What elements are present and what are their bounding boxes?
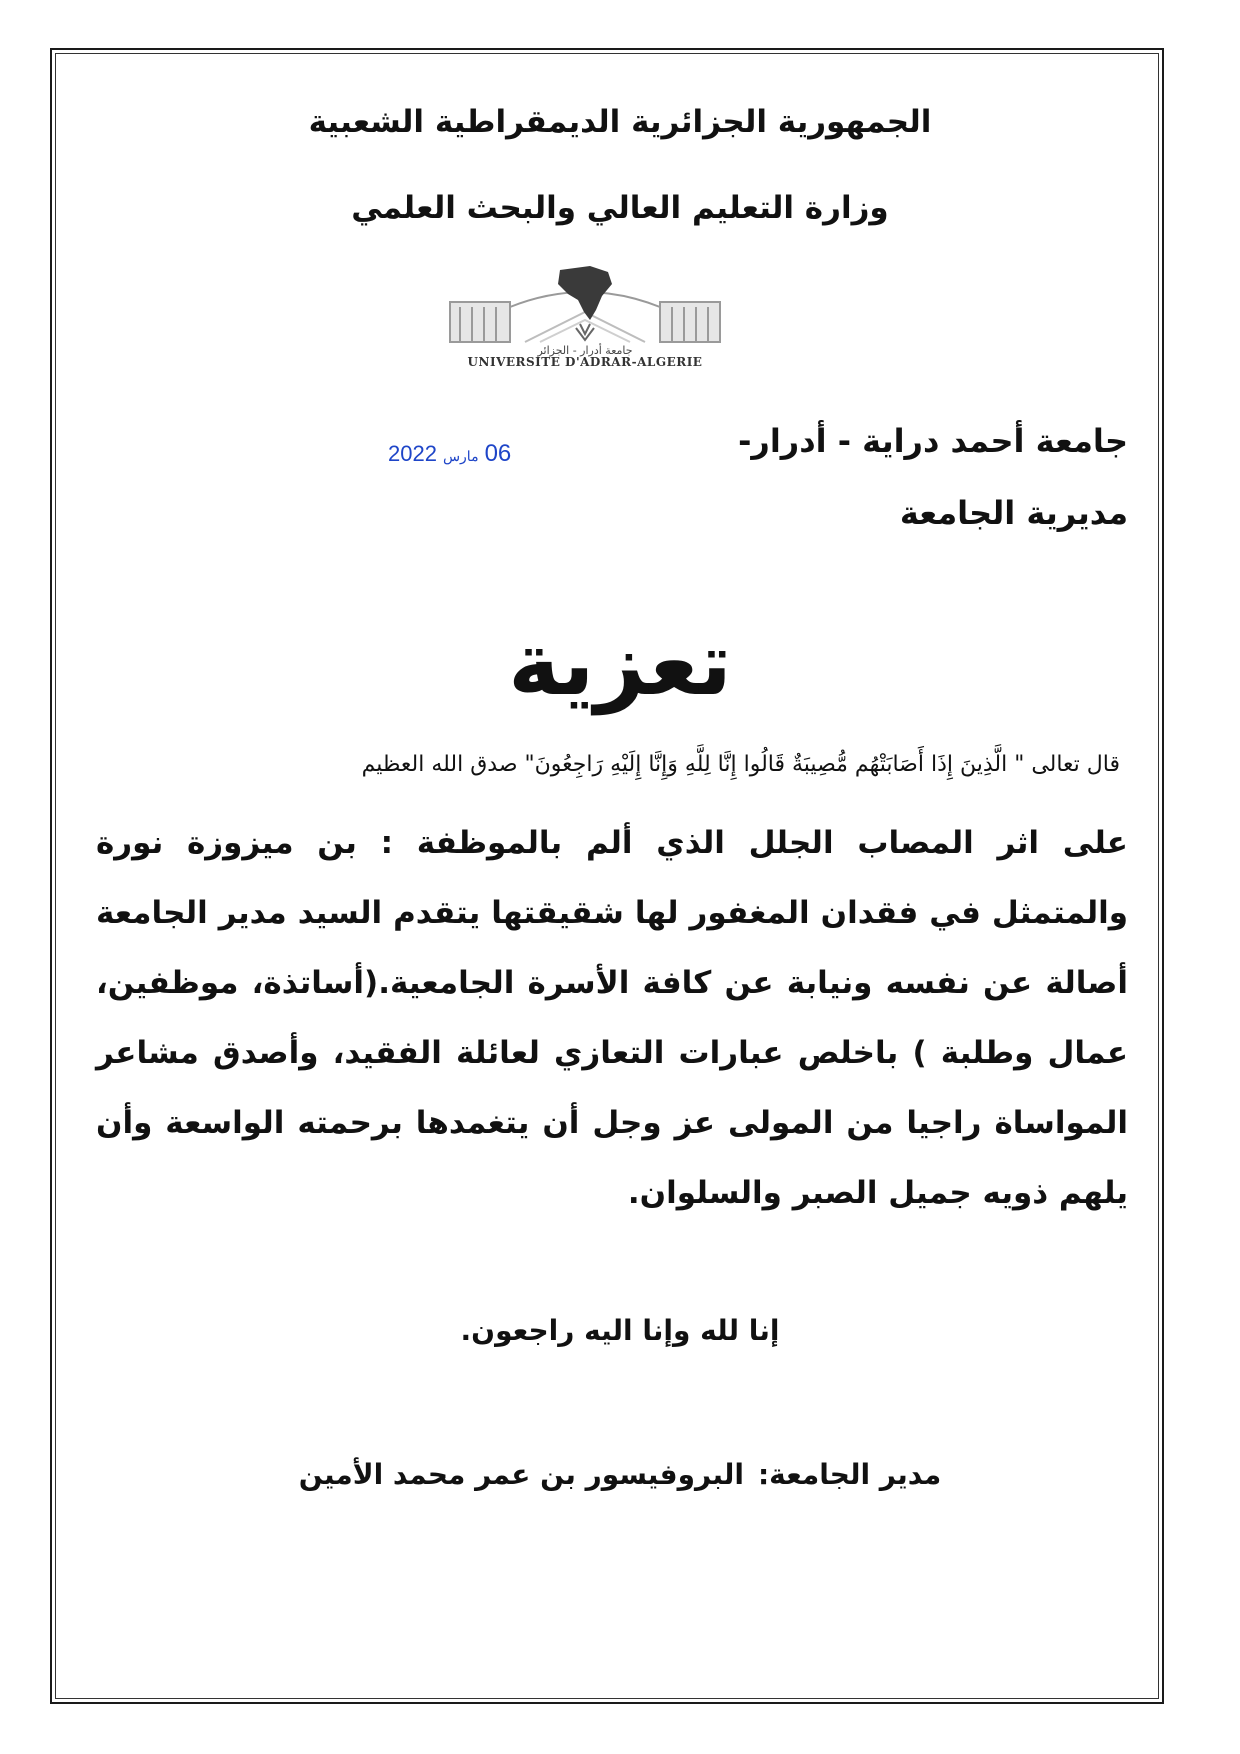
logo-caption-french: UNIVERSITE D'ADRAR-ALGERIE	[467, 355, 703, 369]
stamp-day: 06	[484, 440, 512, 467]
ministry-header: وزارة التعليم العالي والبحث العلمي	[351, 190, 889, 226]
signature-line	[0, 1458, 1240, 1491]
logo-caption-arabic: جامعة أدرار - الجزائر	[537, 344, 633, 357]
sender-department: مديرية الجامعة	[899, 494, 1128, 532]
condolence-body: على اثر المصاب الجلل الذي ألم بالموظفة : بن ميزوزة نورة والمتمثل في فقدان المغفور لها شقيقتها يتقدم السيد مدير الجامعة أصالة عن نفسه ونيابة عن كافة الأسرة الجامعية.(أساتذة، موظفين، عمال وطلبة ) باخلص عبارات التعازي لعائلة الفقيد، وأصدق مشاعر المواساة راجيا من المولى عز وجل أن يتغمدها برحمته الواسعة وأن يلهم ذويه جميل الصبر والسلوان.	[96, 825, 1128, 1211]
closing-phrase: إنا لله وإنا اليه راجعون.	[460, 1314, 780, 1347]
sender-university: جامعة أحمد دراية - أدرار-	[738, 422, 1128, 460]
republic-header: الجمهورية الجزائرية الديمقراطية الشعبية	[308, 104, 932, 140]
stamp-month: مارس	[442, 448, 479, 464]
date-stamp	[388, 440, 511, 468]
signature-name: البروفيسور بن عمر محمد الأمين	[298, 1458, 744, 1491]
signature-role: مدير الجامعة:	[757, 1458, 942, 1491]
document-title: تعزية	[508, 612, 732, 715]
stamp-year: 2022	[388, 441, 437, 466]
quran-verse: قال تعالى " الَّذِينَ إِذَا أَصَابَتْهُم مُّصِيبَةٌ قَالُوا إِنَّا لِلَّهِ وَإِنَّا إِلَيْهِ رَاجِعُونَ" صدق الله العظيم	[361, 752, 1120, 777]
